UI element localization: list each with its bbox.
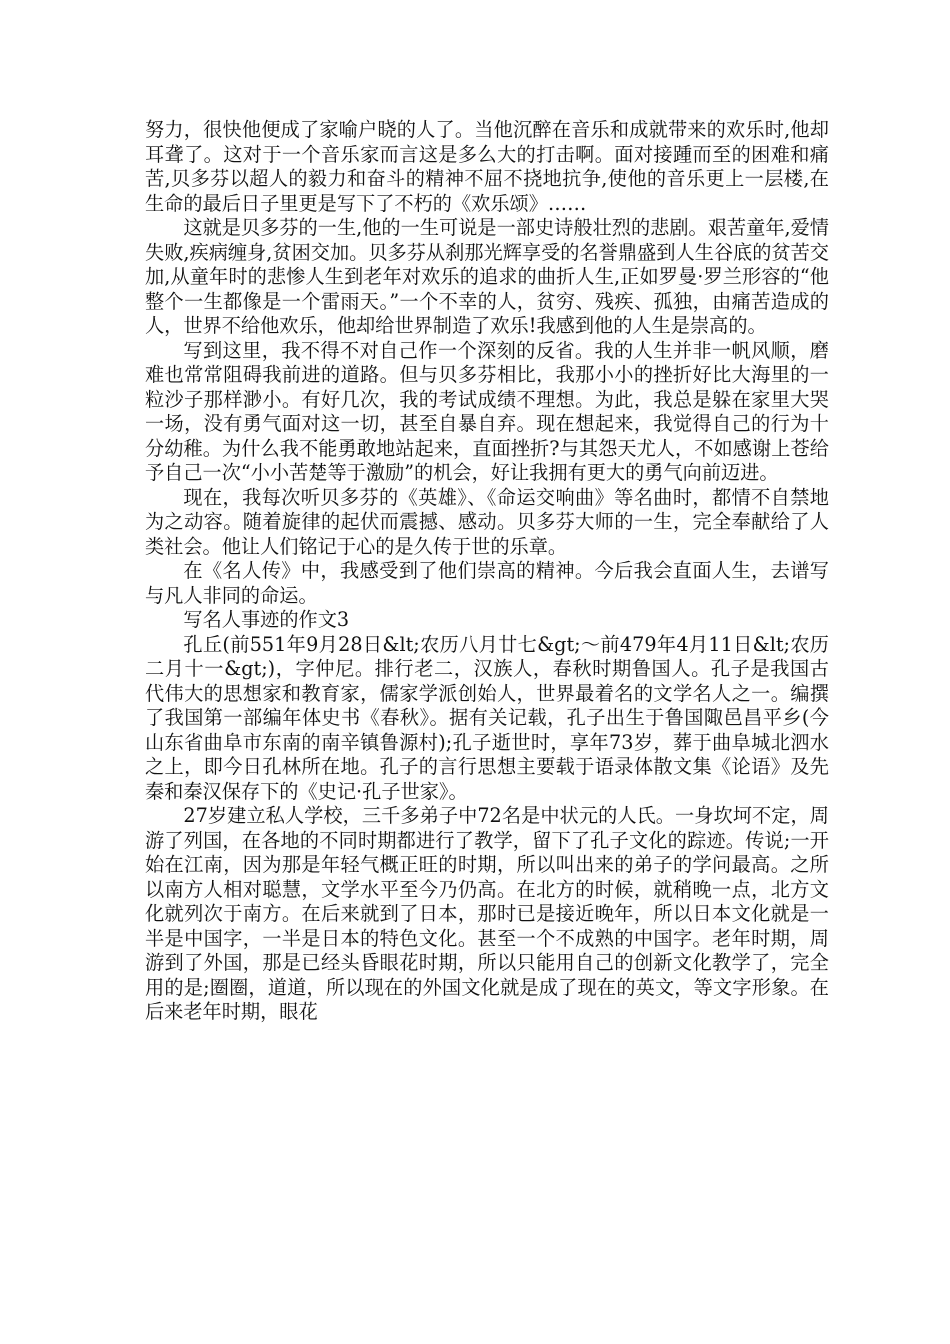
paragraph-self-reflection: 写到这里，我不得不对自己作一个深刻的反省。我的人生并非一帆风顺，磨难也常常阻碍我前进的道路。但与贝多芬相比，我那小小的挫折好比大海里的一粒沙子那样渺小。有好几次，我的考试成绩不理想。为此，我总是躲在家里大哭一场，没有勇气面对这一切，甚至自暴自弃。现在想起来，我觉得自己的行为十分幼稚。为什么我不能勇敢地站起来，直面挫折?与其怨天尤人，不如感谢上苍给予自己一次“小小苦楚等于激励”的机会，好让我拥有更大的勇气向前迈进。 (145, 338, 829, 484)
section-heading: 写名人事迹的作文3 (183, 608, 350, 631)
paragraph-confucius-teaching: 27岁建立私人学校，三千多弟子中72名是中状元的人氏。一身坎坷不定，周游了列国，在各地的不同时期都进行了教学，留下了孔子文化的踪迹。传说;一开始在江南，因为那是年轻气概正旺的时期，所以叫出来的弟子的学问最高。之所以南方人相对聪慧，文学水平至今乃仍高。在北方的时候，就稍晚一点，北方文化就列次于南方。在后来就到了日本，那时已是接近晚年，所以日本文化就是一半是中国字，一半是日本的特色文化。甚至一个不成熟的中国字。老年时期，周游到了外国，那是已经头昏眼花时期，所以只能用自己的创新文化教学了，完全用的是;圈圈，道道，所以现在的外国文化就是成了现在的英文，等文字形象。在后来老年时期，眼花 (145, 804, 829, 1023)
paragraph-beethoven-life: 这就是贝多芬的一生,他的一生可说是一部史诗般壮烈的悲剧。艰苦童年,爱情失败,疾病缠身,贫困交加。贝多芬从刹那光辉享受的名誉鼎盛到人生谷底的贫苦交加,从童年时的悲惨人生到老年对欢乐的追求的曲折人生,正如罗曼·罗兰形容的“他整个一生都像是一个雷雨天。”一个不幸的人，贫穷、残疾、孤独，由痛苦造成的人，世界不给他欢乐，他却给世界制造了欢乐!我感到他的人生是崇高的。 (145, 216, 829, 337)
paragraph-listening-music: 现在，我每次听贝多芬的《英雄》、《命运交响曲》等名曲时，都情不自禁地为之动容。随着旋律的起伏而震撼、感动。贝多芬大师的一生，完全奉献给了人类社会。他让人们铭记于心的是久传于世的乐章。 (145, 485, 829, 558)
paragraph-beethoven-struggle: 努力，很快他便成了家喻户晓的人了。当他沉醉在音乐和成就带来的欢乐时,他却耳聋了。这对于一个音乐家而言这是多么大的打击啊。面对接踵而至的困难和痛苦,贝多芬以超人的毅力和奋斗的精神不屈不挠地抗争,使他的音乐更上一层楼,在生命的最后日子里更是写下了不朽的《欢乐颂》…… (145, 118, 829, 215)
paragraph-conclusion: 在《名人传》中，我感受到了他们崇高的精神。今后我会直面人生，去谱写与凡人非同的命运。 (145, 559, 829, 607)
paragraph-confucius-intro: 孔丘(前551年9月28日&lt;农历八月廿七&gt;～前479年4月11日&lt;农历二月十一&gt;)，字仲尼。排行老二，汉族人，春秋时期鲁国人。孔子是我国古代伟大的思想家和教育家，儒家学派创始人，世界最着名的文学名人之一。编撰了我国第一部编年体史书《春秋》。据有关记载，孔子出生于鲁国陬邑昌平乡(今山东省曲阜市东南的南辛镇鲁源村);孔子逝世时，享年73岁，葬于曲阜城北泗水之上，即今日孔林所在地。孔子的言行思想主要载于语录体散文集《论语》及先秦和秦汉保存下的《史记·孔子世家》。 (145, 632, 829, 803)
document-body (145, 118, 829, 1025)
